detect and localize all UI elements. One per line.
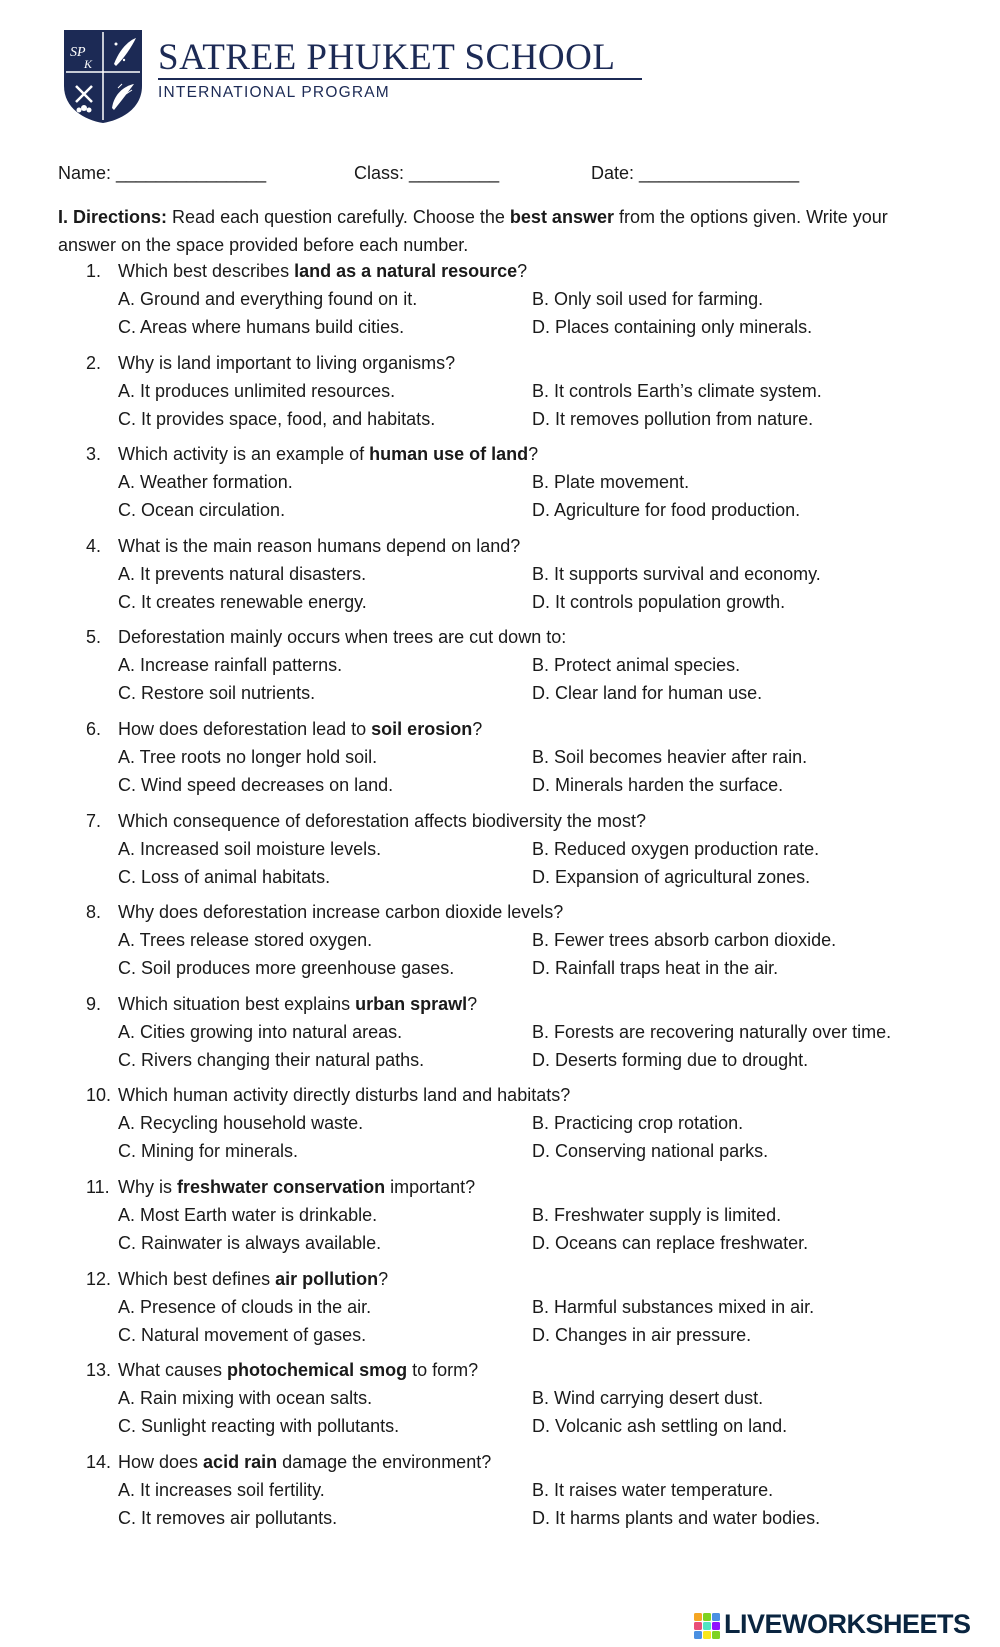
answer-option-a: A. Increased soil moisture levels. — [118, 839, 382, 859]
directions — [58, 204, 938, 259]
question-text: What causes — [118, 1360, 228, 1380]
question-keyword: urban sprawl — [355, 994, 468, 1014]
answer-option-c: C. Rivers changing their natural paths. — [118, 1050, 425, 1070]
answer-option-d: D. Places containing only minerals. — [532, 317, 813, 337]
question-number: 12. — [86, 1269, 112, 1289]
question-text: Which best defines — [118, 1269, 276, 1289]
answer-option-c: C. Areas where humans build cities. — [118, 317, 405, 337]
question-text-end: important? — [385, 1177, 476, 1197]
question-number: 14. — [86, 1452, 112, 1472]
directions-text-2: from the options given. Write your answer on the space provided before each number. — [58, 207, 888, 255]
directions-text-1: Read each question carefully. Choose the — [167, 207, 510, 227]
answer-option-a: A. Ground and everything found on it. — [118, 289, 418, 309]
answer-option-c: C. Soil produces more greenhouse gases. — [118, 958, 455, 978]
answer-option-c: C. It removes air pollutants. — [118, 1508, 338, 1528]
directions-label: I. Directions: — [58, 207, 168, 227]
question-stem — [118, 811, 646, 832]
svg-text:SP: SP — [70, 45, 86, 60]
answer-option-a: A. It increases soil fertility. — [118, 1480, 325, 1500]
answer-option-d: D. It harms plants and water bodies. — [532, 1508, 821, 1528]
question-stem — [118, 902, 563, 923]
answer-option-d: D. Changes in air pressure. — [532, 1325, 752, 1345]
date-field[interactable]: Date: ________________ — [591, 163, 800, 183]
answer-option-c: C. Loss of animal habitats. — [118, 867, 331, 887]
answer-option-a: A. It produces unlimited resources. — [118, 381, 396, 401]
question-number: 1. — [86, 261, 102, 281]
answer-option-b: B. Reduced oxygen production rate. — [532, 839, 820, 859]
question-text-end: ? — [467, 994, 478, 1014]
question-text: Which situation best explains — [118, 994, 356, 1014]
answer-option-c: C. It creates renewable energy. — [118, 592, 367, 612]
question-item — [0, 719, 1000, 811]
answer-option-c: C. Sunlight reacting with pollutants. — [118, 1416, 400, 1436]
answer-option-b: B. Only soil used for farming. — [532, 289, 764, 309]
school-header — [62, 28, 622, 124]
question-item — [0, 902, 1000, 994]
liveworksheets-logo-icon — [694, 1613, 720, 1639]
answer-option-b: B. It controls Earth’s climate system. — [532, 381, 822, 401]
question-number: 5. — [86, 627, 102, 647]
question-stem — [118, 536, 520, 557]
question-keyword: soil erosion — [371, 719, 473, 739]
school-name: SATREE PHUKET SCHOOL — [158, 37, 616, 78]
answer-option-a: A. It prevents natural disasters. — [118, 564, 367, 584]
question-number: 11. — [86, 1177, 110, 1197]
question-item — [0, 1452, 1000, 1544]
question-keyword: acid rain — [203, 1452, 278, 1472]
question-text-end: to form? — [407, 1360, 479, 1380]
question-keyword: photochemical smog — [227, 1360, 408, 1380]
answer-option-c: C. Rainwater is always available. — [118, 1233, 382, 1253]
question-number: 9. — [86, 994, 102, 1014]
question-text: Why does deforestation increase carbon dioxide levels? — [118, 902, 564, 922]
question-item — [0, 444, 1000, 536]
question-text-end: damage the environment? — [277, 1452, 492, 1472]
question-stem — [118, 1085, 570, 1106]
answer-option-b: B. Protect animal species. — [532, 655, 741, 675]
question-stem — [118, 353, 455, 374]
question-text: Deforestation mainly occurs when trees are cut down to: — [118, 627, 567, 647]
question-number: 6. — [86, 719, 102, 739]
answer-option-b: B. Plate movement. — [532, 472, 690, 492]
question-item — [0, 1360, 1000, 1452]
question-keyword: land as a natural resource — [294, 261, 518, 281]
question-stem — [118, 1269, 388, 1290]
question-item — [0, 1085, 1000, 1177]
question-stem — [118, 627, 566, 648]
question-number: 2. — [86, 353, 102, 373]
answer-option-d: D. Deserts forming due to drought. — [532, 1050, 809, 1070]
answer-option-d: D. Agriculture for food production. — [532, 500, 801, 520]
question-text: Which human activity directly disturbs land and habitats? — [118, 1085, 571, 1105]
svg-text:K: K — [84, 57, 93, 71]
answer-option-a: A. Increase rainfall patterns. — [118, 655, 343, 675]
question-item — [0, 627, 1000, 719]
answer-option-a: A. Recycling household waste. — [118, 1113, 364, 1133]
answer-option-d: D. Oceans can replace freshwater. — [532, 1233, 809, 1253]
name-field[interactable]: Name: _______________ — [58, 163, 267, 183]
answer-option-b: B. Practicing crop rotation. — [532, 1113, 744, 1133]
question-text-end: ? — [517, 261, 528, 281]
answer-option-d: D. Expansion of agricultural zones. — [532, 867, 811, 887]
liveworksheets-wordmark: LIVEWORKSHEETS — [724, 1609, 971, 1639]
answer-option-b: B. It raises water temperature. — [532, 1480, 774, 1500]
question-stem — [118, 719, 482, 740]
directions-emphasis: best answer — [509, 207, 614, 227]
program-name: INTERNATIONAL PROGRAM — [158, 84, 390, 101]
answer-option-a: A. Cities growing into natural areas. — [118, 1022, 403, 1042]
question-text: Which best describes — [118, 261, 295, 281]
question-item — [0, 994, 1000, 1086]
question-keyword: air pollution — [275, 1269, 379, 1289]
answer-option-c: C. It provides space, food, and habitats. — [118, 409, 436, 429]
header-divider — [158, 78, 642, 80]
answer-option-b: B. Freshwater supply is limited. — [532, 1205, 782, 1225]
answer-option-c: C. Mining for minerals. — [118, 1141, 299, 1161]
question-number: 4. — [86, 536, 102, 556]
answer-option-b: B. Soil becomes heavier after rain. — [532, 747, 808, 767]
answer-option-d: D. Rainfall traps heat in the air. — [532, 958, 779, 978]
answer-option-b: B. It supports survival and economy. — [532, 564, 821, 584]
question-text: Which activity is an example of — [118, 444, 370, 464]
answer-option-d: D. It controls population growth. — [532, 592, 786, 612]
question-item — [0, 1177, 1000, 1269]
answer-option-b: B. Harmful substances mixed in air. — [532, 1297, 815, 1317]
answer-option-d: D. Clear land for human use. — [532, 683, 763, 703]
class-field[interactable]: Class: _________ — [354, 163, 500, 183]
question-text: What is the main reason humans depend on land? — [118, 536, 521, 556]
answer-option-d: D. Conserving national parks. — [532, 1141, 769, 1161]
answer-option-c: C. Wind speed decreases on land. — [118, 775, 394, 795]
answer-option-d: D. It removes pollution from nature. — [532, 409, 814, 429]
question-item — [0, 536, 1000, 628]
question-number: 13. — [86, 1360, 112, 1380]
question-text: Why is — [118, 1177, 178, 1197]
question-keyword: human use of land — [369, 444, 529, 464]
question-stem — [118, 1452, 491, 1473]
question-number: 10. — [86, 1085, 112, 1105]
answer-option-c: C. Ocean circulation. — [118, 500, 286, 520]
answer-option-c: C. Restore soil nutrients. — [118, 683, 316, 703]
question-text: Why is land important to living organisms? — [118, 353, 456, 373]
question-text-end: ? — [378, 1269, 389, 1289]
answer-option-d: D. Minerals harden the surface. — [532, 775, 784, 795]
question-item — [0, 353, 1000, 445]
question-number: 3. — [86, 444, 102, 464]
question-text-end: ? — [472, 719, 483, 739]
question-stem — [118, 261, 527, 282]
question-stem — [118, 1177, 475, 1198]
answer-option-a: A. Presence of clouds in the air. — [118, 1297, 372, 1317]
answer-option-a: A. Rain mixing with ocean salts. — [118, 1388, 373, 1408]
answer-option-b: B. Forests are recovering naturally over time. — [532, 1022, 892, 1042]
answer-option-b: B. Fewer trees absorb carbon dioxide. — [532, 930, 837, 950]
question-number: 8. — [86, 902, 102, 922]
question-stem — [118, 1360, 478, 1381]
question-text: How does — [118, 1452, 204, 1472]
question-keyword: freshwater conservation — [177, 1177, 386, 1197]
question-number: 7. — [86, 811, 102, 831]
answer-option-d: D. Volcanic ash settling on land. — [532, 1416, 788, 1436]
school-crest-logo — [62, 28, 144, 124]
question-stem — [118, 994, 477, 1015]
question-text-end: ? — [528, 444, 539, 464]
question-item — [0, 261, 1000, 353]
answer-option-c: C. Natural movement of gases. — [118, 1325, 367, 1345]
answer-option-a: A. Trees release stored oxygen. — [118, 930, 373, 950]
answer-option-a: A. Tree roots no longer hold soil. — [118, 747, 378, 767]
answer-option-b: B. Wind carrying desert dust. — [532, 1388, 764, 1408]
question-item — [0, 1269, 1000, 1361]
answer-option-a: A. Most Earth water is drinkable. — [118, 1205, 378, 1225]
question-stem — [118, 444, 538, 465]
answer-option-a: A. Weather formation. — [118, 472, 293, 492]
question-text: Which consequence of deforestation affects biodiversity the most? — [118, 811, 646, 831]
question-item — [0, 811, 1000, 903]
question-text: How does deforestation lead to — [118, 719, 372, 739]
